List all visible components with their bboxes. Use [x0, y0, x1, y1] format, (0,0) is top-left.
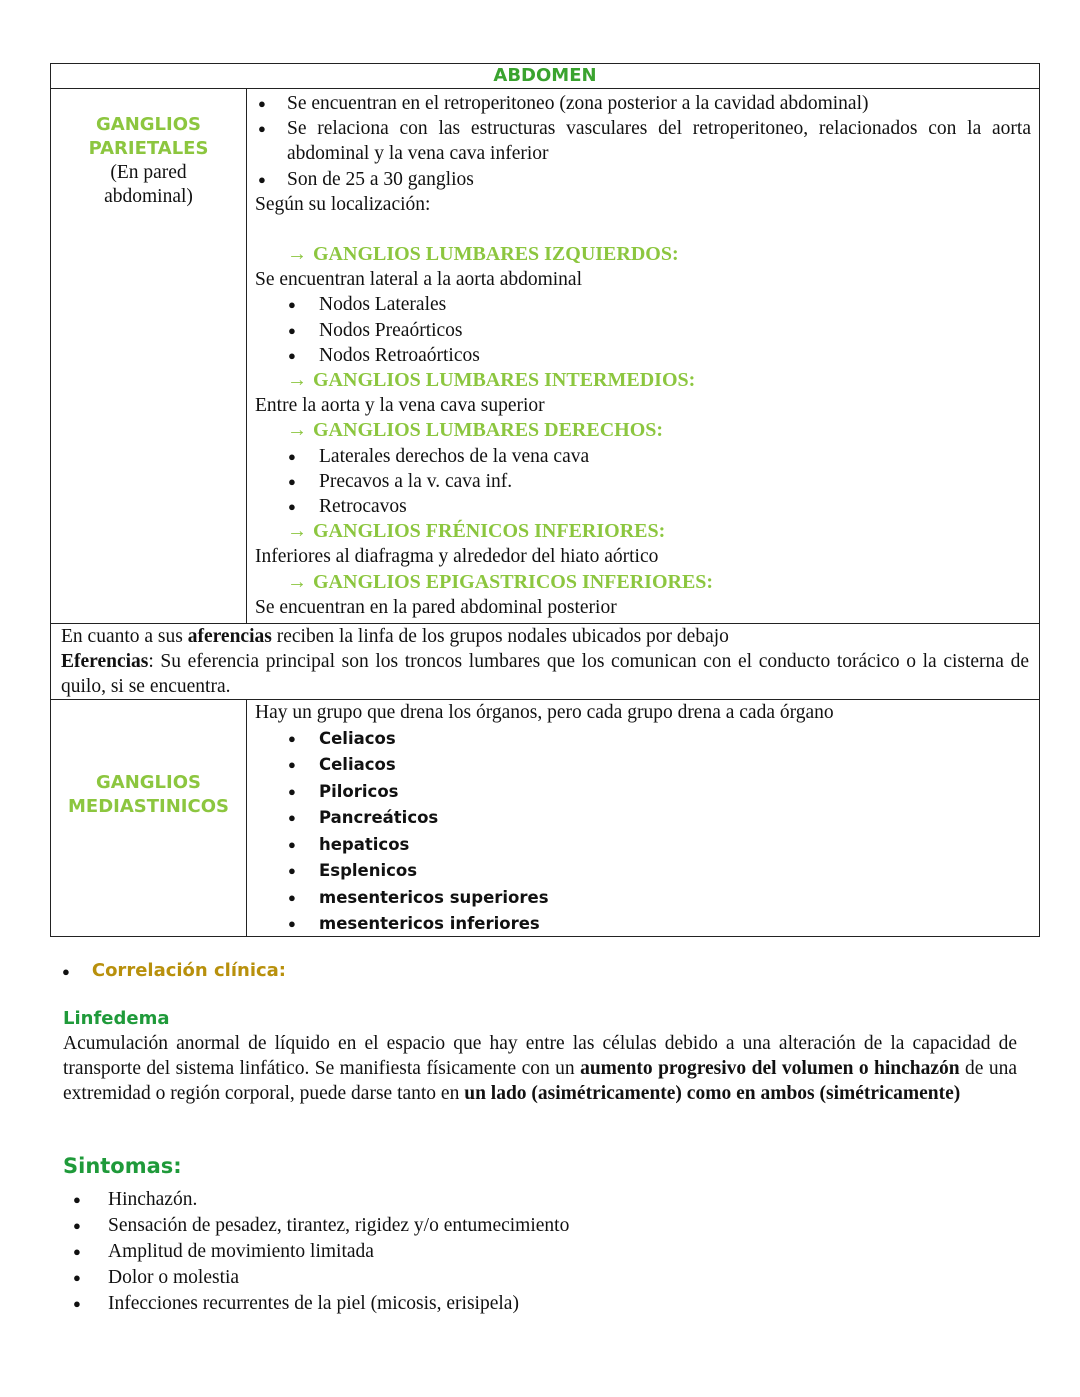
- mediastinicos-list: [255, 726, 1031, 938]
- mediastinicos-row: [51, 700, 1039, 936]
- derechos-heading: → GANGLIOS LUMBARES DERECHOS:: [287, 419, 664, 442]
- aferencias-text: En cuanto a sus aferencias reciben la linfa de los grupos nodales ubicados por debajo: [61, 626, 729, 647]
- izquierdos-list: [255, 292, 1031, 368]
- list-item: ● mesentericos superiores: [255, 885, 1031, 912]
- list-item: ● Nodos Laterales: [255, 292, 1031, 317]
- sintomas-list: [73, 1187, 569, 1317]
- linfedema-paragraph: Acumulación anormal de líquido en el espacio que hay entre las células debido a una alteración de la capacidad de transporte del sistema linfático. Se manifiesta físicamente con un aumento progresivo del volumen o hinchazón de una extremidad o región corporal, puede darse tanto en un lado (asimétricamente) como en ambos (simétricamente): [63, 1033, 1017, 1104]
- arrow-icon: →: [287, 570, 307, 593]
- list-item: ● Son de 25 a 30 ganglios: [255, 167, 1031, 192]
- mediastinicos-label-cell: [51, 700, 247, 936]
- list-item: ● hepaticos: [255, 832, 1031, 859]
- izquierdos-desc: Se encuentran lateral a la aorta abdominal: [255, 269, 583, 291]
- list-item: ● Laterales derechos de la vena cava: [255, 444, 1031, 469]
- list-item: ● Dolor o molestia: [73, 1265, 569, 1291]
- list-item: ● Celiacos: [255, 752, 1031, 779]
- frenicos-desc: Inferiores al diafragma y alrededor del hiato aórtico: [255, 546, 659, 568]
- frenicos-heading: → GANGLIOS FRÉNICOS INFERIORES:: [287, 520, 666, 543]
- epigastricos-heading: → GANGLIOS EPIGASTRICOS INFERIORES:: [287, 570, 714, 593]
- aferencias-eferencias-row: [51, 624, 1039, 700]
- list-item: ● Se relaciona con las estructuras vasculares del retroperitoneo, relacionados con la aorta abdominal y la vena cava inferior: [255, 116, 1031, 166]
- derechos-list: [255, 444, 1031, 520]
- linfedema-title: Linfedema: [63, 1008, 170, 1029]
- mediastinicos-content-cell: [247, 700, 1039, 936]
- mediastinicos-intro: Hay un grupo que drena los órganos, pero cada grupo drena a cada órgano: [255, 702, 834, 723]
- list-item: ● Piloricos: [255, 779, 1031, 806]
- list-item: ● Nodos Retroaórticos: [255, 343, 1031, 368]
- bullet-icon: ●: [62, 964, 70, 979]
- eferencias-text: Eferencias: Su eferencia principal son los troncos lumbares que los comunican con el conducto torácico o la cisterna de quilo, si se encuentra.: [61, 651, 1029, 697]
- list-item: ● Se encuentran en el retroperitoneo (zona posterior a la cavidad abdominal): [255, 91, 1031, 116]
- sintomas-title: Sintomas:: [63, 1154, 182, 1178]
- list-item: ● Hinchazón.: [73, 1187, 569, 1213]
- parietales-sub-line2: abdominal): [104, 186, 193, 207]
- arrow-icon: →: [287, 520, 307, 543]
- list-item: ● Retrocavos: [255, 494, 1031, 519]
- mediastinicos-title-line2: MEDIASTINICOS: [68, 796, 229, 817]
- parietales-title-line1: GANGLIOS: [96, 114, 201, 135]
- list-item: ● Esplenicos: [255, 858, 1031, 885]
- izquierdos-heading: → GANGLIOS LUMBARES IZQUIERDOS:: [287, 243, 679, 266]
- parietales-title-line2: PARIETALES: [88, 138, 209, 159]
- parietales-content-cell: [247, 89, 1039, 623]
- mediastinicos-title-line1: GANGLIOS: [96, 772, 201, 793]
- correlacion-heading: ● Correlación clínica:: [62, 960, 287, 981]
- list-item: ● Amplitud de movimiento limitada: [73, 1239, 569, 1265]
- parietales-label-cell: [51, 89, 247, 623]
- intermedios-heading: → GANGLIOS LUMBARES INTERMEDIOS:: [287, 369, 696, 392]
- list-item: ● Pancreáticos: [255, 805, 1031, 832]
- list-item: ● Sensación de pesadez, tirantez, rigidez y/o entumecimiento: [73, 1213, 569, 1239]
- abdomen-table: [50, 63, 1040, 937]
- parietales-sub-line1: (En pared: [110, 162, 187, 183]
- location-intro: Según su localización:: [255, 193, 431, 215]
- intermedios-desc: Entre la aorta y la vena cava superior: [255, 395, 545, 417]
- parietales-row: [51, 89, 1039, 624]
- list-item: ● Celiacos: [255, 726, 1031, 753]
- arrow-icon: →: [287, 369, 307, 392]
- arrow-icon: →: [287, 243, 307, 266]
- list-item: ● Nodos Preaórticos: [255, 318, 1031, 343]
- list-item: ● Infecciones recurrentes de la piel (micosis, erisipela): [73, 1291, 569, 1317]
- arrow-icon: →: [287, 419, 307, 442]
- list-item: ● mesentericos inferiores: [255, 911, 1031, 938]
- list-item: ● Precavos a la v. cava inf.: [255, 469, 1031, 494]
- table-title: ABDOMEN: [51, 64, 1039, 89]
- parietales-bullets: [255, 91, 1031, 192]
- epigastricos-desc: Se encuentran en la pared abdominal posterior: [255, 596, 617, 618]
